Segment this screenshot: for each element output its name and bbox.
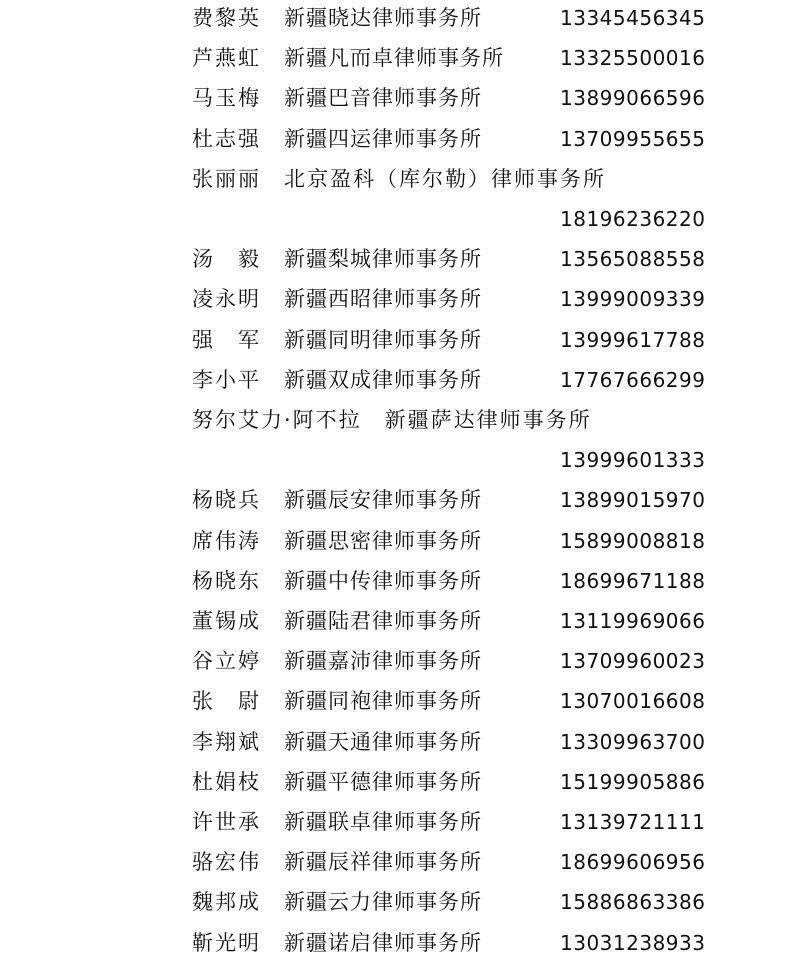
law-firm: 新疆辰祥律师事务所: [284, 850, 482, 875]
lawyer-name: 董锡成: [192, 609, 261, 633]
law-firm: 新疆西昭律师事务所: [284, 287, 482, 312]
law-firm: 新疆陆君律师事务所: [284, 609, 482, 633]
phone-number: 13325500016: [560, 46, 706, 71]
law-firm: 新疆嘉沛律师事务所: [284, 649, 482, 674]
phone-number: 15886863386: [560, 890, 706, 915]
phone-number: 13119969066: [560, 609, 706, 633]
phone-number: 17767666299: [560, 367, 706, 392]
lawyer-name: 强 军: [192, 327, 261, 352]
lawyer-name: 杨晓东: [192, 568, 261, 593]
phone-number: 13139721111: [560, 810, 706, 834]
lawyer-name: 杨晓兵: [192, 488, 261, 513]
phone-number: 13031238933: [560, 930, 706, 955]
lawyer-name: 马玉梅: [192, 86, 261, 111]
phone-number: 18699606956: [560, 850, 706, 875]
phone-number: 15199905886: [560, 769, 706, 794]
phone-number: 13070016608: [560, 689, 706, 714]
lawyer-name: 芦燕虹: [192, 46, 261, 71]
law-firm: 新疆思密律师事务所: [284, 528, 482, 553]
law-firm: 新疆云力律师事务所: [284, 890, 482, 915]
lawyer-name: 骆宏伟: [192, 850, 261, 875]
law-firm: 新疆巴音律师事务所: [284, 86, 482, 111]
law-firm: 新疆同明律师事务所: [284, 327, 482, 352]
law-firm: 新疆联卓律师事务所: [284, 810, 482, 834]
phone-number: 13565088558: [560, 247, 706, 272]
lawyer-name: 张 尉: [192, 689, 261, 714]
lawyer-name: 凌永明: [192, 287, 261, 312]
lawyer-name: 谷立婷: [192, 649, 261, 674]
lawyer-name: 汤 毅: [192, 247, 261, 272]
phone-number: 13999617788: [560, 327, 706, 352]
lawyer-name: 魏邦成: [192, 890, 261, 915]
phone-number: 13999601333: [560, 448, 706, 473]
lawyer-name: 李翔斌: [192, 729, 261, 754]
law-firm: 新疆诺启律师事务所: [284, 930, 482, 955]
phone-number: 13709960023: [560, 649, 706, 674]
lawyer-name-and-firm: 张丽丽 北京盈科（库尔勒）律师事务所: [192, 166, 606, 191]
law-firm: 新疆梨城律师事务所: [284, 247, 482, 272]
phone-number: 13709955655: [560, 126, 706, 151]
phone-number: 13309963700: [560, 729, 706, 754]
law-firm: 新疆晓达律师事务所: [284, 6, 482, 30]
phone-number: 18196236220: [560, 207, 706, 231]
lawyer-name: 李小平: [192, 367, 261, 392]
law-firm: 新疆凡而卓律师事务所: [284, 46, 504, 71]
phone-number: 15899008818: [560, 528, 706, 553]
lawyer-name: 靳光明: [192, 930, 261, 955]
law-firm: 新疆双成律师事务所: [284, 367, 482, 392]
law-firm: 新疆平德律师事务所: [284, 769, 482, 794]
law-firm: 新疆四运律师事务所: [284, 126, 482, 151]
phone-number: 18699671188: [560, 568, 706, 593]
law-firm: 新疆中传律师事务所: [284, 568, 482, 593]
law-firm: 新疆天通律师事务所: [284, 729, 482, 754]
lawyer-name: 费黎英: [192, 6, 261, 30]
lawyer-name: 席伟涛: [192, 528, 261, 553]
lawyer-name: 许世承: [192, 810, 261, 834]
lawyer-name-and-firm: 努尔艾力·阿不拉 新疆萨达律师事务所: [192, 408, 592, 432]
lawyer-name: 杜志强: [192, 126, 261, 151]
phone-number: 13345456345: [560, 6, 706, 30]
law-firm: 新疆辰安律师事务所: [284, 488, 482, 513]
law-firm: 新疆同袍律师事务所: [284, 689, 482, 714]
phone-number: 13899066596: [560, 86, 706, 111]
lawyer-name: 杜娟枝: [192, 769, 261, 794]
phone-number: 13999009339: [560, 287, 706, 312]
phone-number: 13899015970: [560, 488, 706, 513]
